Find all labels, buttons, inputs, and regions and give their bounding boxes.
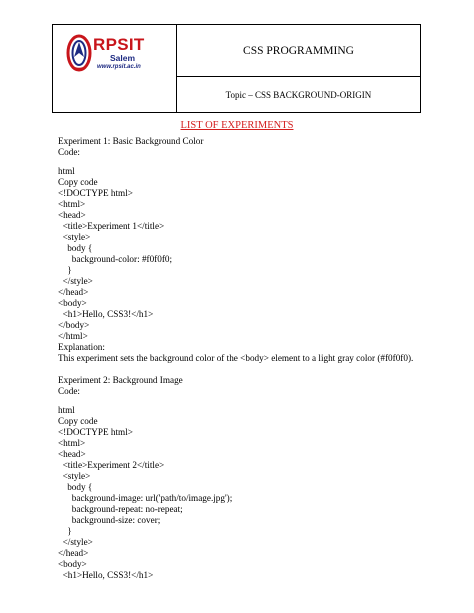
code-line: <title>Experiment 1</title> [58, 221, 165, 231]
code-line: <body> [58, 298, 87, 308]
code-label: Code: [58, 147, 80, 157]
code-language: html [58, 166, 75, 176]
explanation-text: This experiment sets the background color of the <body> element to a light gray color (#f0f0f0). [58, 353, 414, 363]
code-line: } [58, 265, 72, 275]
code-line: </body> [58, 320, 90, 330]
code-line: <title>Experiment 2</title> [58, 460, 165, 470]
code-line: <html> [58, 199, 86, 209]
copy-code-label: Copy code [58, 416, 98, 426]
logo-emblem-icon [65, 33, 93, 73]
code-line: <head> [58, 449, 86, 459]
code-line: <html> [58, 438, 86, 448]
code-line: <head> [58, 210, 86, 220]
code-line: <style> [58, 232, 91, 242]
code-line: </style> [58, 537, 93, 547]
code-line: background-image: url('path/to/image.jpg'); [58, 493, 233, 503]
experiments-content [58, 136, 418, 581]
header-table [52, 24, 421, 113]
code-line: body { [58, 482, 93, 492]
code-line: background-size: cover; [58, 515, 161, 525]
logo-website: www.rpsit.ac.in [97, 64, 141, 70]
code-line: <style> [58, 471, 91, 481]
topic-text: Topic – CSS BACKGROUND-ORIGIN [225, 90, 372, 100]
list-heading: LIST OF EXPERIMENTS [180, 120, 294, 131]
logo [53, 25, 176, 112]
code-language: html [58, 405, 75, 415]
code-line: background-repeat: no-repeat; [58, 504, 183, 514]
logo-city: Salem [110, 53, 136, 63]
course-title-cell [177, 25, 420, 76]
code-line: </style> [58, 276, 93, 286]
code-line: <h1>Hello, CSS3!</h1> [58, 309, 154, 319]
code-line: <body> [58, 559, 87, 569]
topic-cell [177, 77, 420, 113]
code-line: <!DOCTYPE html> [58, 188, 133, 198]
experiment-title: Experiment 2: Background Image [58, 375, 183, 385]
experiment-title: Experiment 1: Basic Background Color [58, 136, 204, 146]
code-line: background-color: #f0f0f0; [58, 254, 173, 264]
code-line: } [58, 526, 72, 536]
experiment-2 [58, 375, 418, 581]
code-line: <h1>Hello, CSS3!</h1> [58, 570, 154, 580]
course-title: CSS PROGRAMMING [243, 44, 354, 57]
code-label: Code: [58, 386, 80, 396]
logo-name: RPSIT [93, 35, 145, 54]
code-line: </head> [58, 548, 89, 558]
code-line: <!DOCTYPE html> [58, 427, 133, 437]
copy-code-label: Copy code [58, 177, 98, 187]
experiment-1 [58, 136, 418, 364]
explanation-label: Explanation: [58, 342, 105, 352]
code-line: </head> [58, 287, 89, 297]
code-line: </html> [58, 331, 88, 341]
code-line: body { [58, 243, 93, 253]
